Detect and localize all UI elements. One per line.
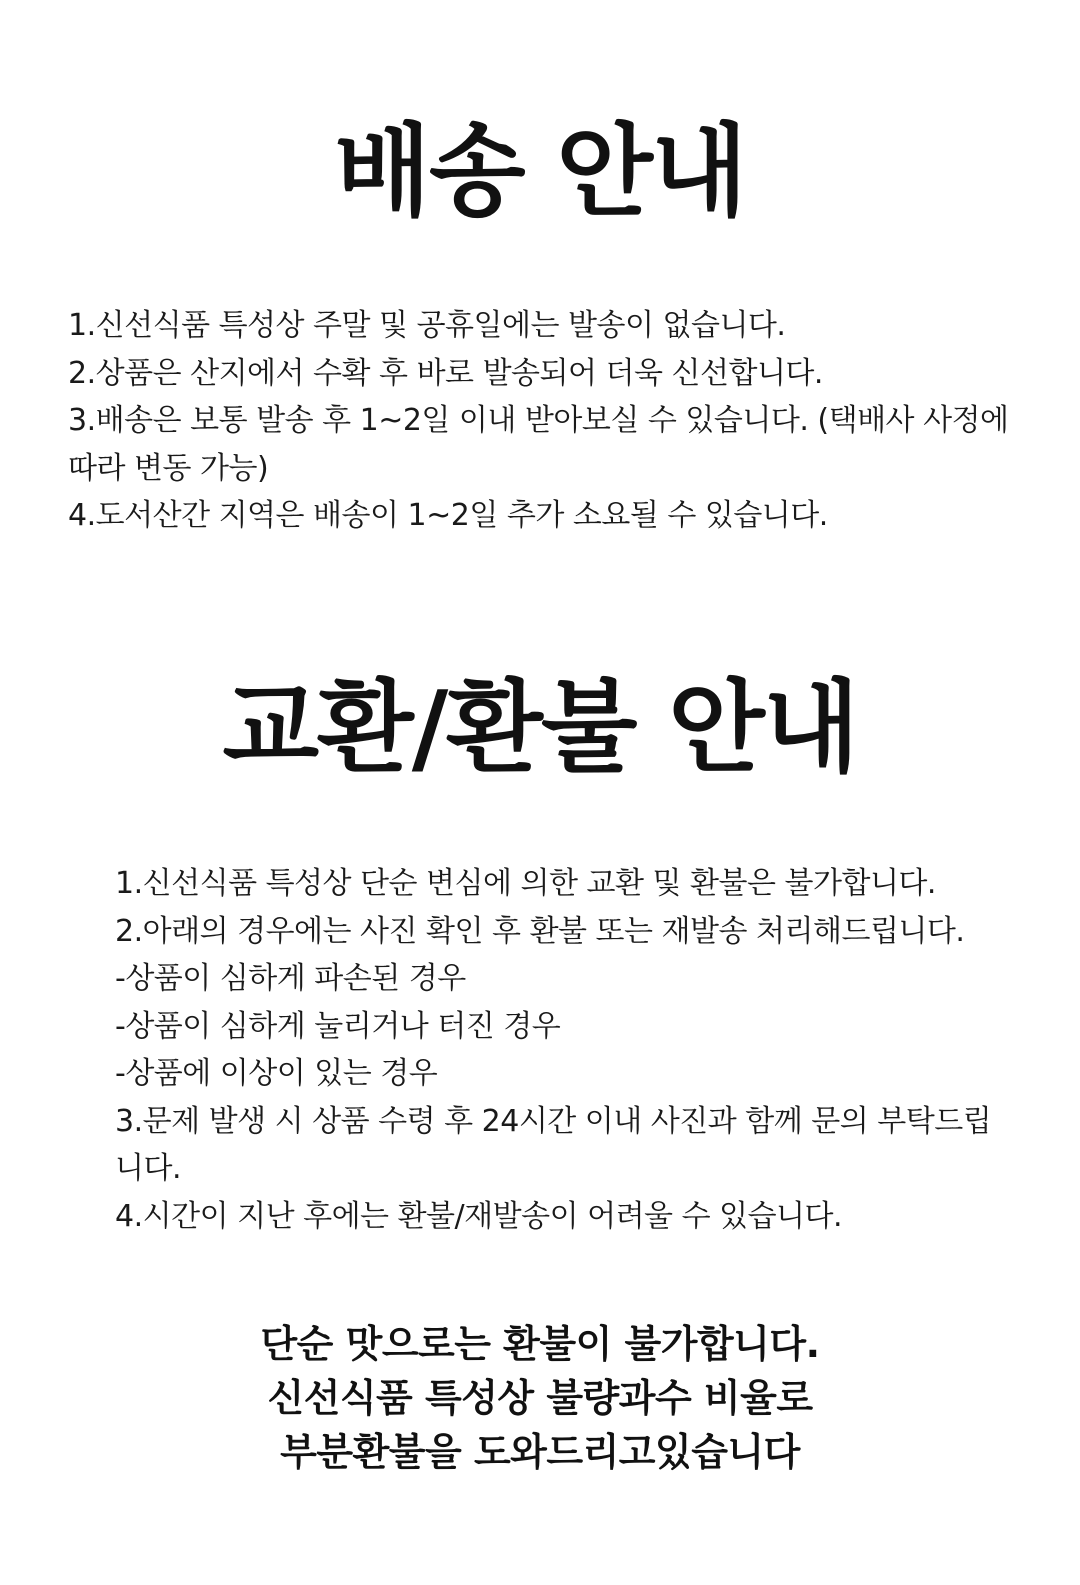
closing-line: 단순 맛으로는 환불이 불가합니다.: [260, 1322, 820, 1366]
list-item: 3.문제 발생 시 상품 수령 후 24시간 이내 사진과 함께 문의 부탁드립니다.: [115, 1103, 992, 1186]
shipping-title: 배송 안내: [334, 113, 746, 230]
closing-line: 부분환불을 도와드리고있습니다: [280, 1430, 800, 1474]
refund-title: 교환/환불 안내: [222, 669, 858, 786]
shipping-list: [68, 302, 1033, 540]
list-item: 2.아래의 경우에는 사진 확인 후 환불 또는 재발송 처리해드립니다.: [115, 913, 965, 949]
refund-list: [115, 860, 995, 1240]
list-item: 2.상품은 산지에서 수확 후 바로 발송되어 더욱 신선합니다.: [68, 355, 823, 391]
list-item: -상품이 심하게 파손된 경우: [115, 961, 466, 996]
list-item: 4.시간이 지난 후에는 환불/재발송이 어려울 수 있습니다.: [115, 1198, 843, 1234]
list-item: 3.배송은 보통 발송 후 1~2일 이내 받아보실 수 있습니다. (택배사 사정에 따라 변동 가능): [68, 403, 1009, 486]
list-item: -상품에 이상이 있는 경우: [115, 1056, 438, 1091]
list-item: 1.신선식품 특성상 단순 변심에 의한 교환 및 환불은 불가합니다.: [115, 866, 936, 901]
closing-line: 신선식품 특성상 불량과수 비율로: [267, 1376, 813, 1420]
closing-notice: [0, 1317, 1080, 1479]
list-item: 1.신선식품 특성상 주말 및 공휴일에는 발송이 없습니다.: [68, 308, 786, 343]
list-item: -상품이 심하게 눌리거나 터진 경우: [115, 1008, 561, 1044]
list-item: 4.도서산간 지역은 배송이 1~2일 추가 소요될 수 있습니다.: [68, 498, 828, 533]
